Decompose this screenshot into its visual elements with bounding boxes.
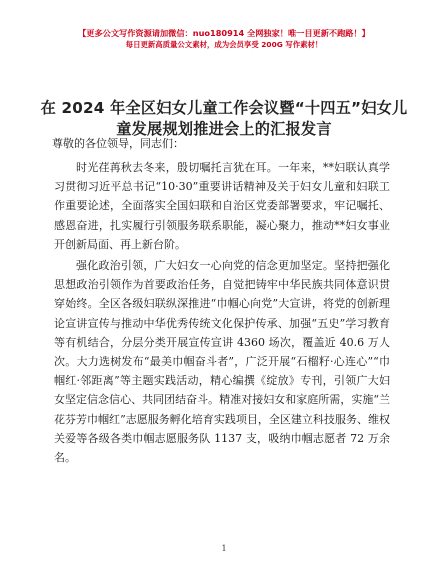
promo-line-2: 每日更新高质量公文素材，成为会员享受 200G 写作素材！ [125, 40, 323, 49]
promo-line-1: 【更多公文写作资源请加微信：nuo180914 全网独家！唯一目更新不跑路！】 [78, 28, 370, 38]
document-title: 在 2024 年全区妇女儿童工作会议暨“十四五”妇女儿童发展规划推进会上的汇报发言 [40, 99, 408, 138]
greeting: 尊敬的各位领导，同志们： [52, 137, 184, 150]
document-body [54, 158, 390, 467]
page-number: 1 [221, 544, 227, 553]
promo-banner [0, 28, 448, 50]
paragraph-1: 时光荏苒秋去冬来，殷切嘱托言犹在耳。一年来，**妇联认真学习贯彻习近平总书记“10·30”重要讲话精神及关于妇女儿童和妇联工作重要论述，全面落实全国妇联和自治区党委部署要求，牢记嘱托、感恩奋进，扎实履行引领服务联系职能，凝心聚力，推动**妇女事业开创新局面、再上新台阶。 [54, 161, 390, 251]
paragraph-2: 强化政治引领，广大妇女一心向党的信念更加坚定。坚持把强化思想政治引领作为首要政治任务，自觉把铸牢中华民族共同体意识贯穿始终。全区各级妇联纵深推进“巾帼心向党”大宣讲，将党的创新理论宣讲宣传与推动中华优秀传统文化保护传承、加强“五史”学习教育等有机结合，分层分类开展宣传宣讲 4360 场次，覆盖近 40.6 万人次。大力选树发布“最美巾帼奋斗者”，广泛开展“石榴籽·心连心”“巾帼红·邻距离”等主题实践活动，精心编撰《绽放》专刊，引领广大妇女坚定信念信心、共同团结奋斗。精准对接妇女和家庭所需，实施“兰花芬芳巾帼红”志愿服务孵化培育实践项目，全区建立科技服务、维权关爱等各级各类巾帼志愿服务队 1137 支，吸纳巾帼志愿者 72 万余名。 [54, 259, 390, 465]
